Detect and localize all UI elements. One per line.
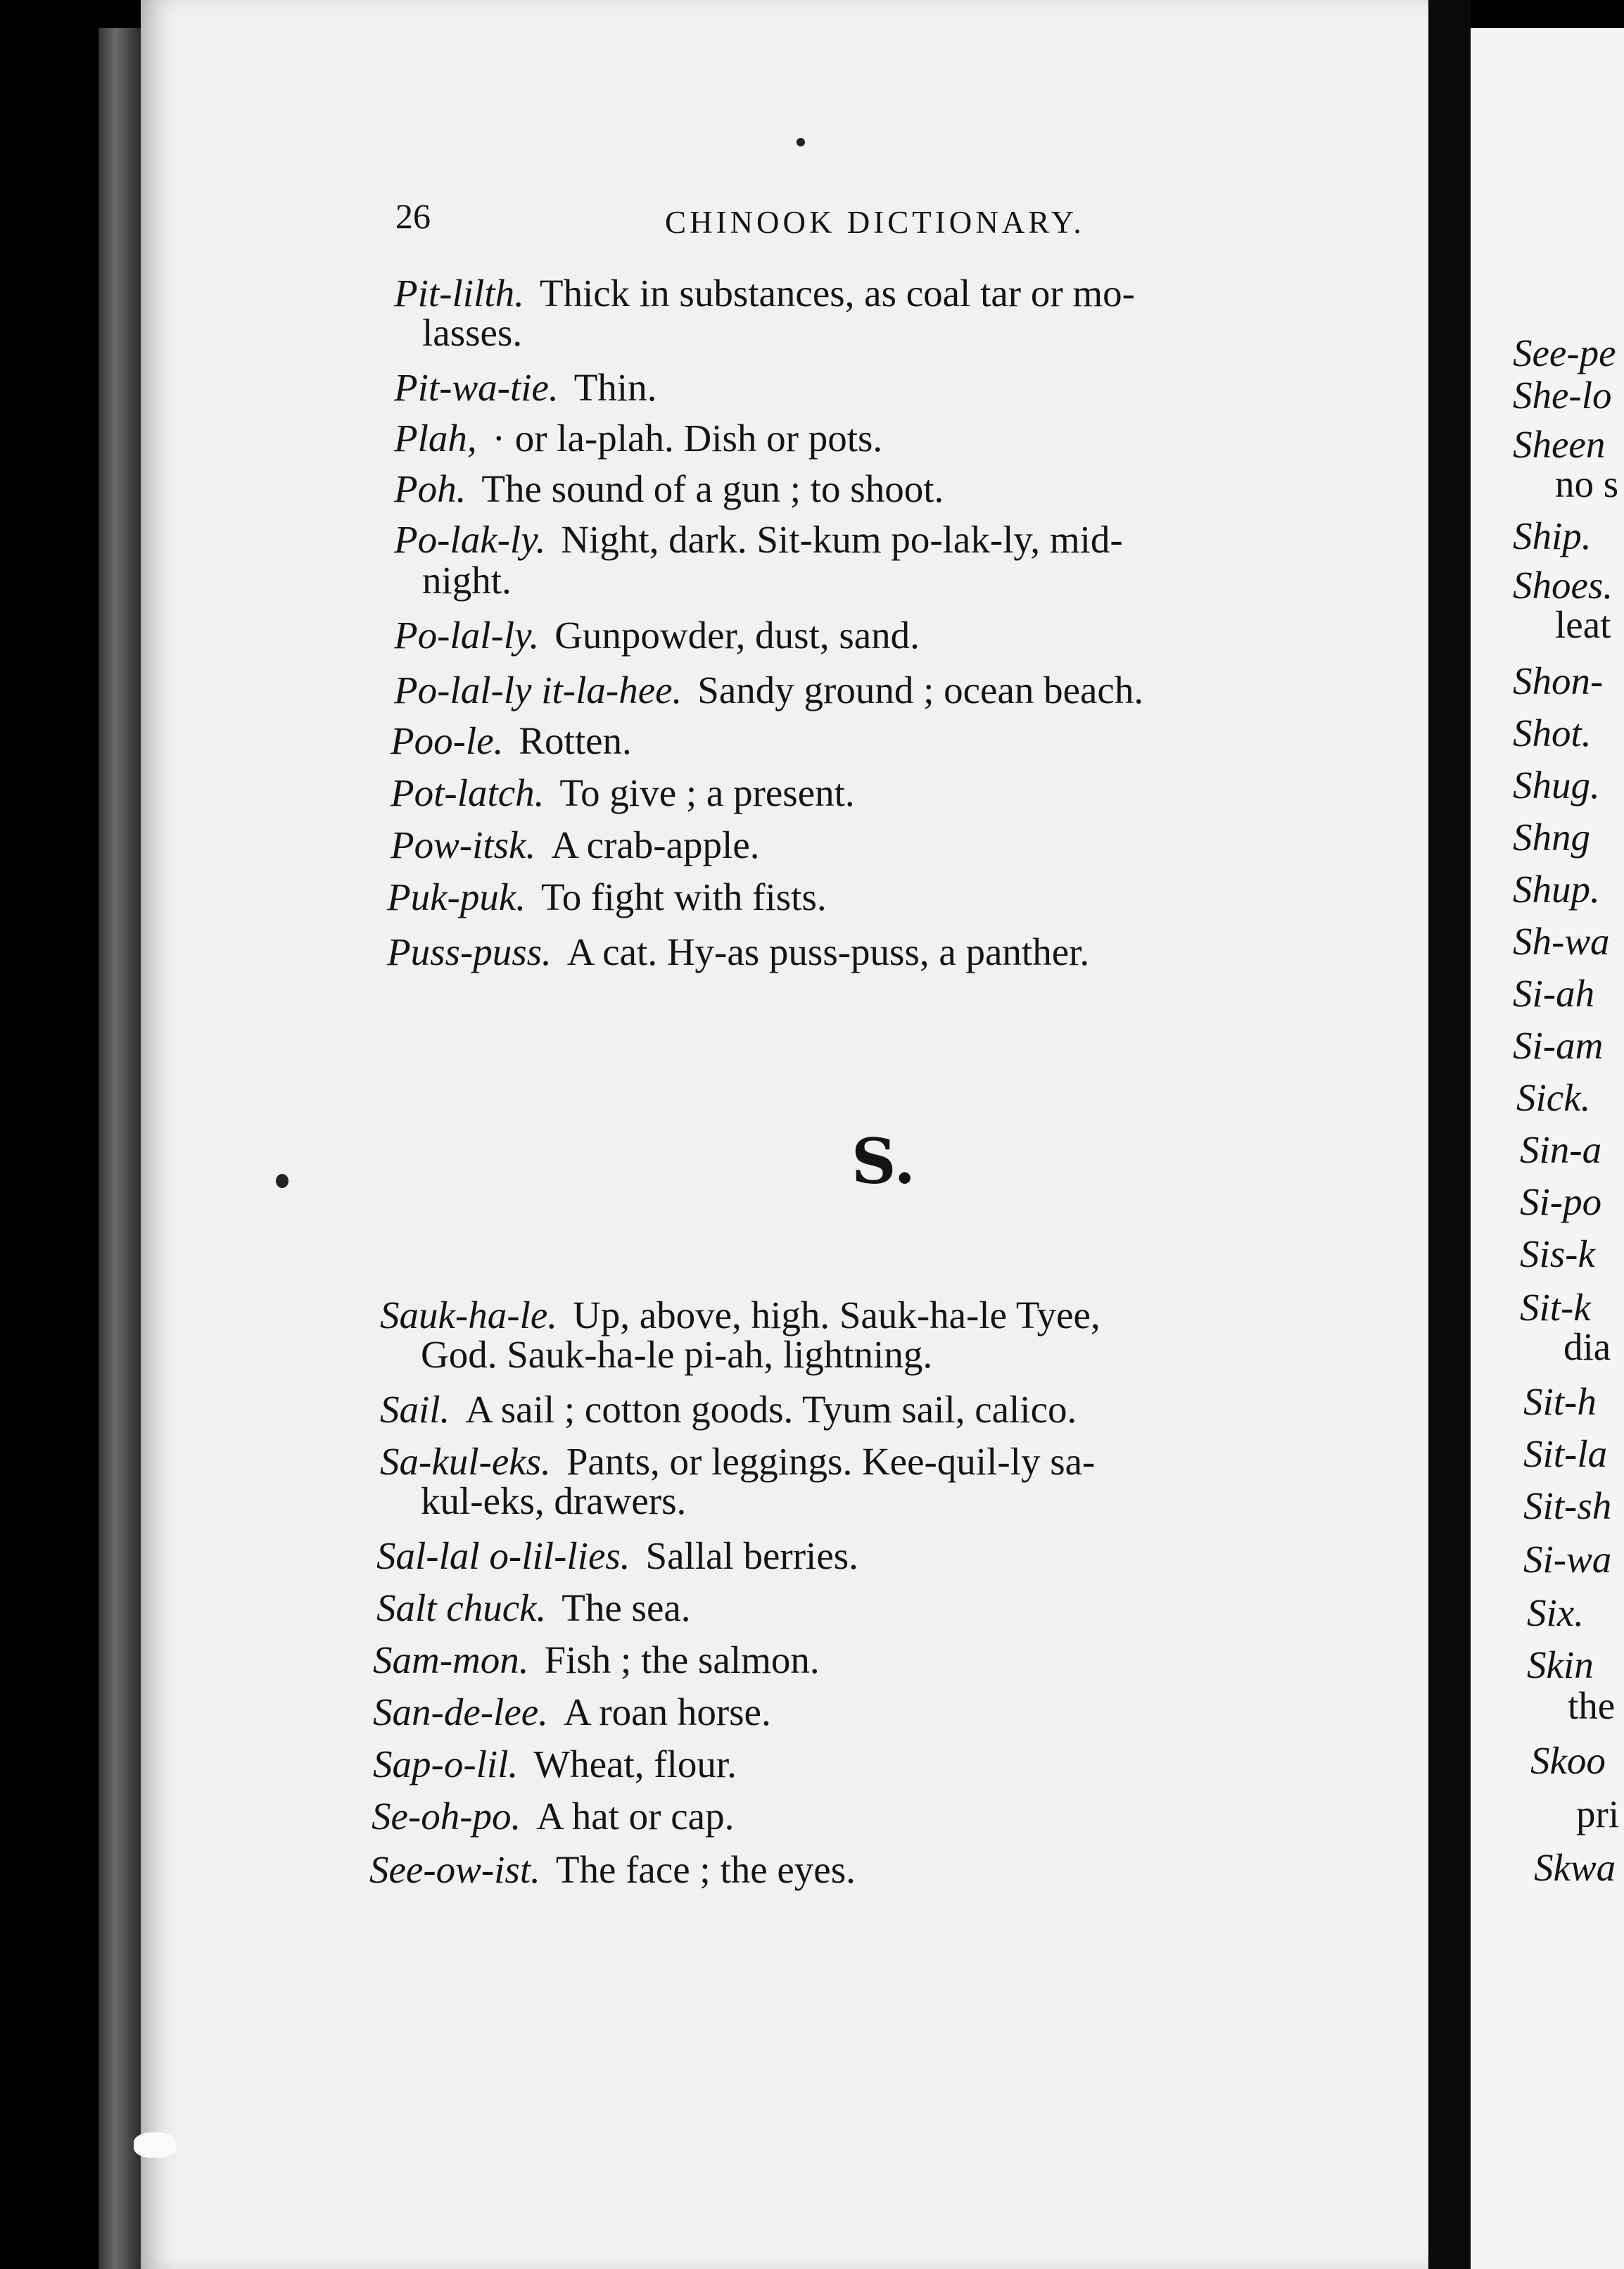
right-fragment: Shon-: [1513, 659, 1604, 702]
right-fragment: Skoo: [1530, 1739, 1606, 1782]
right-fragment: Sick.: [1516, 1076, 1591, 1119]
book-spine-edge: [99, 28, 141, 2269]
right-fragment: Shup.: [1513, 868, 1600, 911]
right-fragment: Six.: [1527, 1591, 1584, 1634]
entry-puk-puk: Puk-puk. To fight with fists.: [387, 876, 827, 918]
right-fragment: Sis-k: [1520, 1232, 1595, 1275]
right-fragment: Skin: [1527, 1643, 1594, 1686]
page-number: 26: [395, 196, 431, 236]
entry-po-lak-ly: Po-lak-ly. Night, dark. Sit-kum po-lak-ly, mid-: [394, 518, 1123, 561]
right-fragment: Shot.: [1513, 712, 1592, 754]
right-fragment: Shng: [1513, 816, 1590, 859]
running-header-title: CHINOOK DICTIONARY.: [665, 205, 1085, 240]
entry-pow-itsk: Pow-itsk. A crab-apple.: [391, 823, 760, 866]
section-heading-letter: S.: [851, 1125, 916, 1198]
right-fragment: Sit-la: [1523, 1432, 1608, 1475]
ink-speck: [797, 138, 805, 146]
right-fragment: See-pe: [1513, 331, 1616, 374]
entry-sa-kul-eks: Sa-kul-eks. Pants, or leggings. Kee-quil-ly sa-: [380, 1440, 1096, 1483]
entry-salt-chuck: Salt chuck. The sea.: [376, 1586, 691, 1629]
right-fragment: Si-po: [1520, 1180, 1602, 1223]
entry-puss-puss: Puss-puss. A cat. Hy-as puss-puss, a panther.: [387, 930, 1090, 973]
entry-sal-lal-o-lil-lies: Sal-lal o-lil-lies. Sallal berries.: [376, 1534, 858, 1577]
entry-see-ow-ist: See-ow-ist. The face ; the eyes.: [369, 1848, 856, 1891]
right-fragment: Si-wa: [1523, 1538, 1612, 1581]
right-fragment: Sin-a: [1520, 1128, 1602, 1171]
right-fragment: Sit-sh: [1523, 1484, 1612, 1527]
right-fragment: the: [1568, 1684, 1616, 1727]
right-fragment: Sit-h: [1523, 1380, 1597, 1423]
right-fragment: Sh-wa: [1513, 920, 1610, 963]
right-fragment: She-lo: [1513, 374, 1612, 417]
right-fragment: no s: [1555, 462, 1619, 505]
right-fragment: Shug.: [1513, 764, 1600, 807]
entry-po-lal-ly: Po-lal-ly. Gunpowder, dust, sand.: [394, 614, 920, 657]
entry-sauk-ha-le-continued: God. Sauk-ha-le pi-ah, lightning.: [421, 1333, 933, 1376]
entry-sam-mon: Sam-mon. Fish ; the salmon.: [373, 1638, 820, 1681]
scan-artifact: [134, 2132, 176, 2158]
right-fragment: Sit-k: [1520, 1286, 1591, 1329]
right-fragment: Sheen: [1513, 423, 1606, 466]
entry-pit-lilth: Pit-lilth. Thick in substances, as coal tar or mo-: [394, 272, 1135, 315]
entry-sauk-ha-le: Sauk-ha-le. Up, above, high. Sauk-ha-le Tyee,: [380, 1294, 1100, 1336]
right-fragment: leat: [1555, 603, 1611, 646]
entry-sail: Sail. A sail ; cotton goods. Tyum sail, calico.: [380, 1388, 1077, 1431]
entry-sap-o-lil: Sap-o-lil. Wheat, flour.: [373, 1743, 737, 1786]
entry-poo-le: Poo-le. Rotten.: [391, 719, 632, 762]
entry-pot-latch: Pot-latch. To give ; a present.: [391, 771, 855, 814]
entry-pit-wa-tie: Pit-wa-tie. Thin.: [394, 366, 657, 409]
entry-san-de-lee: San-de-lee. A roan horse.: [373, 1690, 771, 1733]
right-fragment: dia: [1563, 1325, 1611, 1368]
entry-plah: Plah, · or la-plah. Dish or pots.: [394, 417, 883, 460]
entry-poh: Poh. The sound of a gun ; to shoot.: [394, 467, 944, 510]
right-fragment: Shoes.: [1513, 564, 1613, 607]
right-fragment: Ship.: [1513, 514, 1592, 557]
page-gutter: [1428, 0, 1471, 2269]
entry-pit-lilth-continued: lasses.: [422, 311, 523, 354]
entry-se-oh-po: Se-oh-po. A hat or cap.: [372, 1795, 735, 1838]
entry-po-lal-ly-it-la-hee: Po-lal-ly it-la-hee. Sandy ground ; ocean beach.: [394, 669, 1144, 712]
entry-po-lak-ly-continued: night.: [422, 559, 512, 602]
ink-speck: [276, 1174, 288, 1188]
left-page: [141, 0, 1428, 2269]
right-fragment: Si-ah: [1513, 972, 1595, 1015]
right-fragment: pri: [1576, 1793, 1620, 1835]
entry-sa-kul-eks-continued: kul-eks, drawers.: [421, 1479, 687, 1522]
right-fragment: Si-am: [1513, 1024, 1604, 1067]
right-fragment: Skwa: [1534, 1846, 1616, 1889]
